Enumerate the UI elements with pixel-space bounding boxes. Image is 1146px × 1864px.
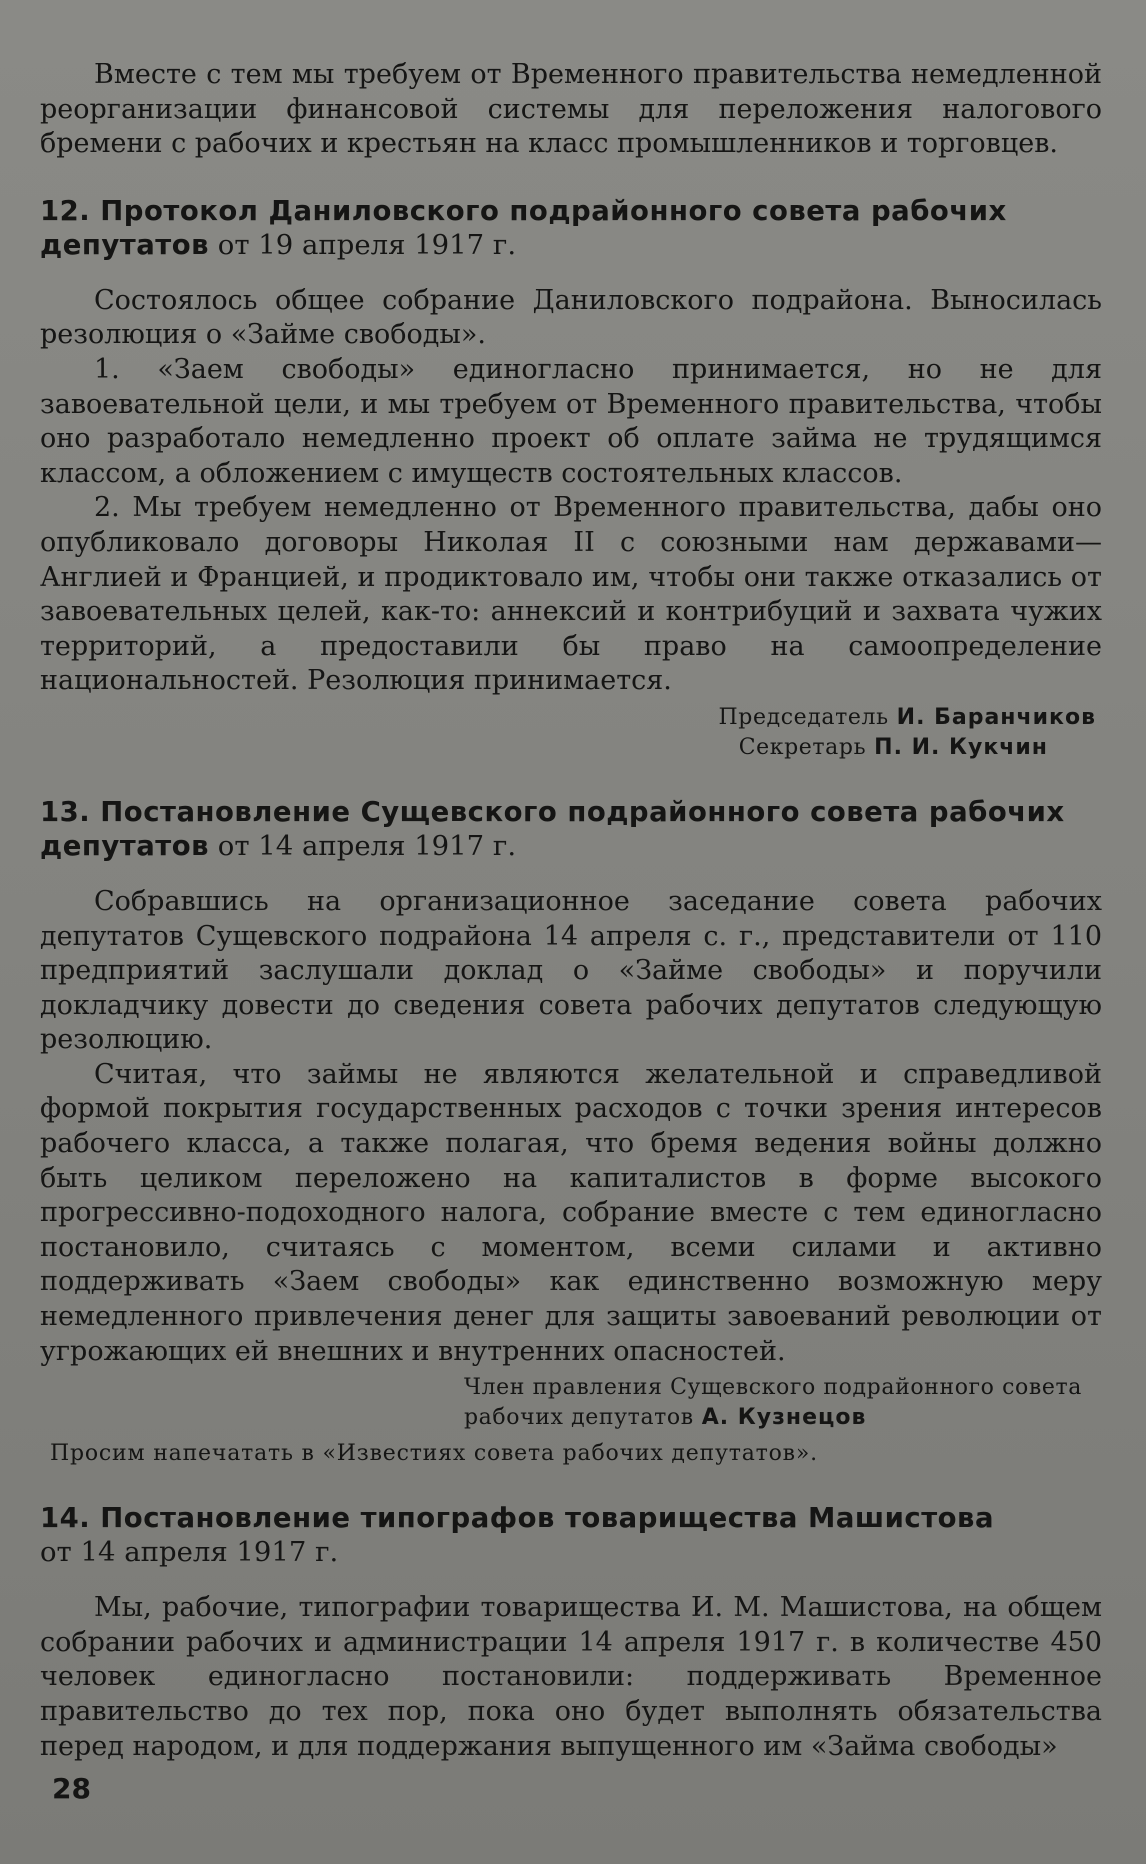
signature-role-line-2-wrap (464, 1403, 1102, 1433)
section-12-title: 12. Протокол Даниловского подрайонного совета рабочих депутатов (40, 194, 1007, 261)
signature-secretary-role: Секретарь (738, 734, 867, 760)
signature-kuznetsov-name: А. Кузнецов (701, 1405, 867, 1431)
section-13-heading (40, 795, 1102, 863)
section-13-paragraph-0: Собравшись на организационное заседание совета рабочих депутатов Сущевского подрайона 14 апреля с. г., представители от 110 предприятий заслушали доклад о «Займе свободы» и поручили докладчику довести до сведения совета рабочих депутатов следующую резолюцию. (40, 885, 1102, 1056)
section-14-paragraph-0: Мы, рабочие, типографии товарищества И. М. Машистова, на общем собрании рабочих и администрации 14 апреля 1917 г. в количестве 450 человек единогласно постановили: поддерживать Временное правительство до тех пор, пока оно будет выполнять обязательства перед народом, и для поддержания выпущенного им «Займа свободы» (40, 1592, 1102, 1762)
signature-secretary (40, 733, 1096, 763)
section-13-date: от 14 апреля 1917 г. (217, 829, 517, 862)
section-13-note: Просим напечатать в «Известиях совета рабочих депутатов». (50, 1441, 818, 1467)
signature-secretary-name: П. И. Кукчин (874, 734, 1048, 760)
section-14-title: 14. Постановление типографов товарищества Машистова (40, 1502, 995, 1535)
section-13-title: 13. Постановление Сущевского подрайонного совета рабочих депутатов (40, 795, 1065, 862)
section-13-paragraph-1: Считая, что займы не являются желательной и справедливой формой покрытия государственных расходов с точки зрения интересов рабочего класса, а также полагая, что бремя ведения войны должно быть целиком переложено на капиталистов в форме высокого прогрессивно-подоходного налога, собрание вместе с тем единогласно постановило, считаясь с моментом, всеми силами и активно поддерживать «Заем свободы» как единственно возможную меру немедленного привлечения денег для защиты завоеваний революции от угрожающих ей внешних и внутренних опасностей. (40, 1058, 1102, 1367)
section-14-heading (40, 1501, 1102, 1569)
section-12-paragraph-0: Состоялось общее собрание Даниловского подрайона. Выносилась резолюция о «Займе свободы». (40, 284, 1102, 351)
signature-chairman-role: Председатель (718, 704, 889, 730)
signature-chairman (40, 703, 1096, 733)
section-14-date: от 14 апреля 1917 г. (40, 1536, 339, 1569)
section-12-paragraph-2: 2. Мы требуем немедленно от Временного правительства, дабы оно опубликовало договоры Николая II с союзными нам державами— Англией и Францией, и продиктовало им, чтобы они также отказались от завоевательных целей, как-то: аннексий и контрибуций и захвата чужих территорий, а предоставили бы право на самоопределение национальностей. Резолюция принимается. (40, 492, 1102, 697)
signature-role-line-2: рабочих депутатов (464, 1405, 694, 1431)
signature-chairman-name: И. Баранчиков (896, 704, 1096, 730)
section-12-heading (40, 194, 1102, 262)
section-13-signature (464, 1373, 1102, 1433)
section-12-signatures (40, 703, 1102, 763)
section-12-paragraph-1: 1. «Заем свободы» единогласно принимается, но не для завоевательной цели, и мы требуем от Временного правительства, чтобы оно разработало немедленно проект об оплате займа не трудящимся классом, а обложением с имуществ состоятельных классов. (40, 353, 1102, 489)
page-number: 28 (52, 1772, 91, 1805)
signature-role-line-1: Член правления Сущевского подрайонного совета (464, 1375, 1082, 1401)
intro-paragraph: Вместе с тем мы требуем от Временного правительства немедленной реорганизации финансовой системы для переложения налогового бремени с рабочих и крестьян на класс промышленников и торговцев. (40, 59, 1102, 160)
section-12-date: от 19 апреля 1917 г. (217, 228, 517, 261)
